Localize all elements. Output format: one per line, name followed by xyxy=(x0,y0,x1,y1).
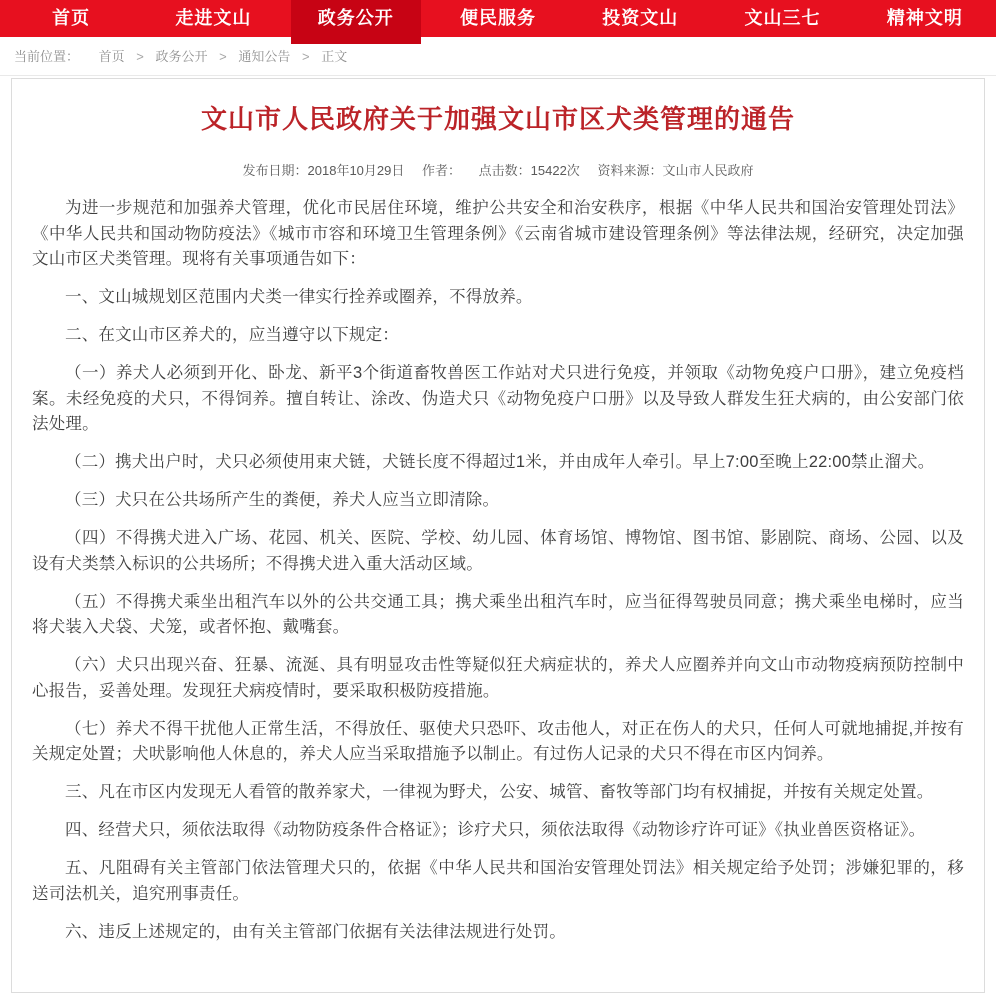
nav-item-invest-wenshan[interactable] xyxy=(569,0,711,37)
nav-item-label: 首页 xyxy=(52,8,91,28)
article-body xyxy=(32,196,964,945)
breadcrumb-label: 当前位置： xyxy=(14,49,80,64)
meta-author xyxy=(422,163,461,178)
article-meta xyxy=(32,160,964,179)
breadcrumb-separator: > xyxy=(219,49,227,64)
article-paragraph: 一、文山城规划区范围内犬类一律实行拴养或圈养，不得放养。 xyxy=(65,288,533,306)
nav-item-label: 文山三七 xyxy=(744,8,821,28)
article-paragraph: 为进一步规范和加强养犬管理，优化市民居住环境，维护公共安全和治安秩序，根据《中华人民共和国治安管理处罚法》《中华人民共和国动物防疫法》《城市市容和环境卫生管理条例》《云南省城市建设管理条例》等法律法规，经研究，决定加强文山市区犬类管理。现将有关事项通告如下： xyxy=(32,199,964,268)
nav-item-label: 政务公开 xyxy=(291,0,421,44)
main-nav xyxy=(0,0,996,37)
article-paragraph: 四、经营犬只，须依法取得《动物防疫条件合格证》；诊疗犬只，须依法取得《动物诊疗许可证》《执业兽医资格证》。 xyxy=(65,821,926,839)
meta-publish-date xyxy=(243,163,405,178)
article-container xyxy=(11,78,985,993)
breadcrumb xyxy=(0,37,996,76)
article-paragraph: （一）养犬人必须到开化、卧龙、新平3个街道畜牧兽医工作站对犬只进行免疫，并领取《动物免疫户口册》，建立免疫档案。未经免疫的犬只，不得饲养。擅自转让、涂改、伪造犬只《动物免疫户口册》以及导致人群发生狂犬病的，由公安部门依法处理。 xyxy=(32,364,964,433)
article-paragraph: （三）犬只在公共场所产生的粪便，养犬人应当立即清除。 xyxy=(65,491,500,509)
nav-item-label: 走进文山 xyxy=(175,8,252,28)
article-paragraph: 五、凡阻碍有关主管部门依法管理犬只的，依据《中华人民共和国治安管理处罚法》相关规定给予处罚；涉嫌犯罪的，移送司法机关，追究刑事责任。 xyxy=(32,859,964,903)
meta-source xyxy=(597,163,753,178)
meta-author-label: 作者： xyxy=(422,163,462,178)
meta-hits-value: 15422次 xyxy=(530,163,580,178)
nav-item-about-wenshan[interactable] xyxy=(142,0,284,37)
nav-item-home[interactable] xyxy=(0,0,142,37)
article-paragraph: （四）不得携犬进入广场、花园、机关、医院、学校、幼儿园、体育场馆、博物馆、图书馆、影剧院、商场、公园、以及设有犬类禁入标识的公共场所；不得携犬进入重大活动区域。 xyxy=(32,529,964,573)
article-title: 文山市人民政府关于加强文山市区犬类管理的通告 xyxy=(200,104,795,134)
nav-item-convenience-services[interactable] xyxy=(427,0,569,37)
meta-publish-date-value: 2018年10月29日 xyxy=(307,163,405,178)
breadcrumb-separator: > xyxy=(302,49,310,64)
article-paragraph: （六）犬只出现兴奋、狂暴、流涎、具有明显攻击性等疑似狂犬病症状的，养犬人应圈养并向文山市动物疫病预防控制中心报告，妥善处理。发现狂犬病疫情时，要采取积极防疫措施。 xyxy=(32,656,964,700)
nav-item-label: 便民服务 xyxy=(459,8,536,28)
breadcrumb-current-page: 正文 xyxy=(321,49,348,64)
breadcrumb-link-home[interactable]: 首页 xyxy=(98,49,125,64)
nav-item-spiritual-civilization[interactable] xyxy=(854,0,996,37)
article-paragraph: 六、违反上述规定的，由有关主管部门依据有关法律法规进行处罚。 xyxy=(65,922,566,941)
article-paragraph: （七）养犬不得干扰他人正常生活，不得放任、驱使犬只恐吓、攻击他人，对正在伤人的犬只，任何人可就地捕捉,并按有关规定处置；犬吠影响他人休息的，养犬人应当采取措施予以制止。有过伤人记录的犬只不得在市区内饲养。 xyxy=(32,719,964,763)
meta-source-label: 资料来源： xyxy=(597,163,663,178)
meta-hits-label: 点击数： xyxy=(478,163,531,178)
article-paragraph: （五）不得携犬乘坐出租汽车以外的公共交通工具；携犬乘坐出租汽车时，应当征得驾驶员同意；携犬乘坐电梯时，应当将犬装入犬袋、犬笼，或者怀抱、戴嘴套。 xyxy=(32,592,964,636)
meta-hits xyxy=(479,163,580,178)
nav-item-label: 投资文山 xyxy=(602,8,679,28)
breadcrumb-link-government-affairs[interactable]: 政务公开 xyxy=(155,49,208,64)
breadcrumb-separator: > xyxy=(136,49,144,64)
article-paragraph: 二、在文山市区养犬的，应当遵守以下规定： xyxy=(65,326,399,344)
nav-item-label: 精神文明 xyxy=(886,8,963,28)
breadcrumb-link-notices[interactable]: 通知公告 xyxy=(238,49,291,64)
nav-item-wenshan-sanqi[interactable] xyxy=(711,0,853,37)
article-paragraph: 三、凡在市区内发现无人看管的散养家犬，一律视为野犬，公安、城管、畜牧等部门均有权捕捉，并按有关规定处置。 xyxy=(65,783,934,801)
meta-publish-date-label: 发布日期： xyxy=(242,163,308,178)
article-paragraph: （二）携犬出户时，犬只必须使用束犬链，犬链长度不得超过1米，并由成年人牵引。早上7:00至晚上22:00禁止溜犬。 xyxy=(65,453,935,471)
nav-item-government-affairs[interactable] xyxy=(285,0,427,37)
meta-source-value: 文山市人民政府 xyxy=(662,163,754,178)
